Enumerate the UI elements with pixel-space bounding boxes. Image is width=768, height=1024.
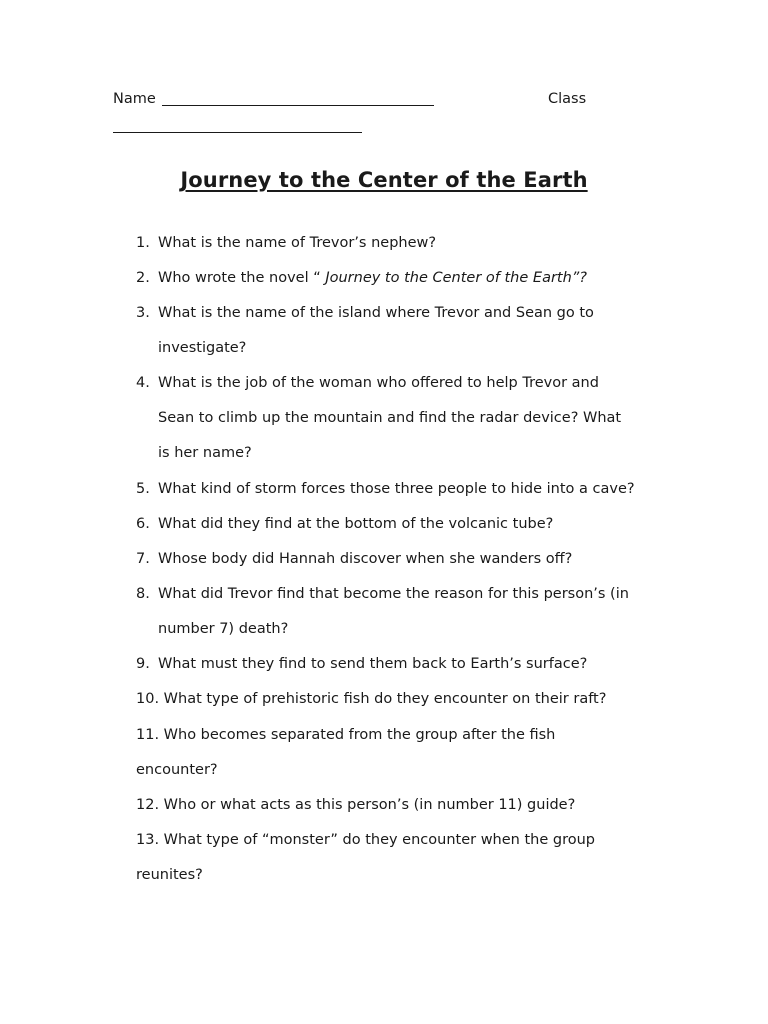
question-11-line-1: 11. Who becomes separated from the group after the fish [136, 727, 556, 743]
question-number: 9. [136, 656, 150, 672]
class-label: Class [548, 91, 587, 107]
question-text-line-1: What is the job of the woman who offered to help Trevor and [158, 375, 599, 391]
question-12: 12. Who or what acts as this person’s (in number 11) guide? [136, 797, 576, 813]
question-number: 6. [136, 516, 150, 532]
question-number: 1. [136, 235, 150, 251]
question-text-line-1: What did Trevor find that become the reason for this person’s (in [158, 586, 629, 602]
question-text-line-1: What is the name of the island where Trevor and Sean go to [158, 305, 594, 321]
question-text [158, 269, 587, 287]
question-13-line-1: 13. What type of “monster” do they encounter when the group [136, 832, 595, 848]
question-4-line-3: is her name? [158, 445, 252, 461]
question-number: 7. [136, 551, 150, 567]
question-4-line-2: Sean to climb up the mountain and find the radar device? What [158, 410, 622, 426]
question-number: 2. [136, 270, 150, 286]
question-text: What did they find at the bottom of the volcanic tube? [158, 516, 554, 532]
question-number: 3. [136, 305, 150, 321]
question-number: 8. [136, 586, 150, 602]
name-blank-line [162, 105, 434, 106]
question-8-line-2: number 7) death? [158, 621, 289, 637]
question-text-pre: Who wrote the novel “ [158, 270, 326, 286]
question-13-line-2: reunites? [136, 867, 203, 883]
worksheet-title: Journey to the Center of the Earth [180, 168, 588, 192]
question-text: Whose body did Hannah discover when she wanders off? [158, 551, 573, 567]
class-blank-line [113, 132, 362, 133]
question-11-line-2: encounter? [136, 762, 218, 778]
novel-title: Journey to the Center of the Earth [325, 270, 572, 286]
question-text: What is the name of Trevor’s nephew? [158, 235, 437, 251]
question-text-post: ”? [571, 270, 588, 286]
question-text: What must they find to send them back to Earth’s surface? [158, 656, 588, 672]
question-3-line-2: investigate? [158, 340, 247, 356]
question-10: 10. What type of prehistoric fish do they encounter on their raft? [136, 691, 607, 707]
question-number: 5. [136, 481, 150, 497]
question-text: What kind of storm forces those three people to hide into a cave? [158, 481, 635, 497]
name-label: Name [113, 91, 156, 107]
question-number: 4. [136, 375, 150, 391]
